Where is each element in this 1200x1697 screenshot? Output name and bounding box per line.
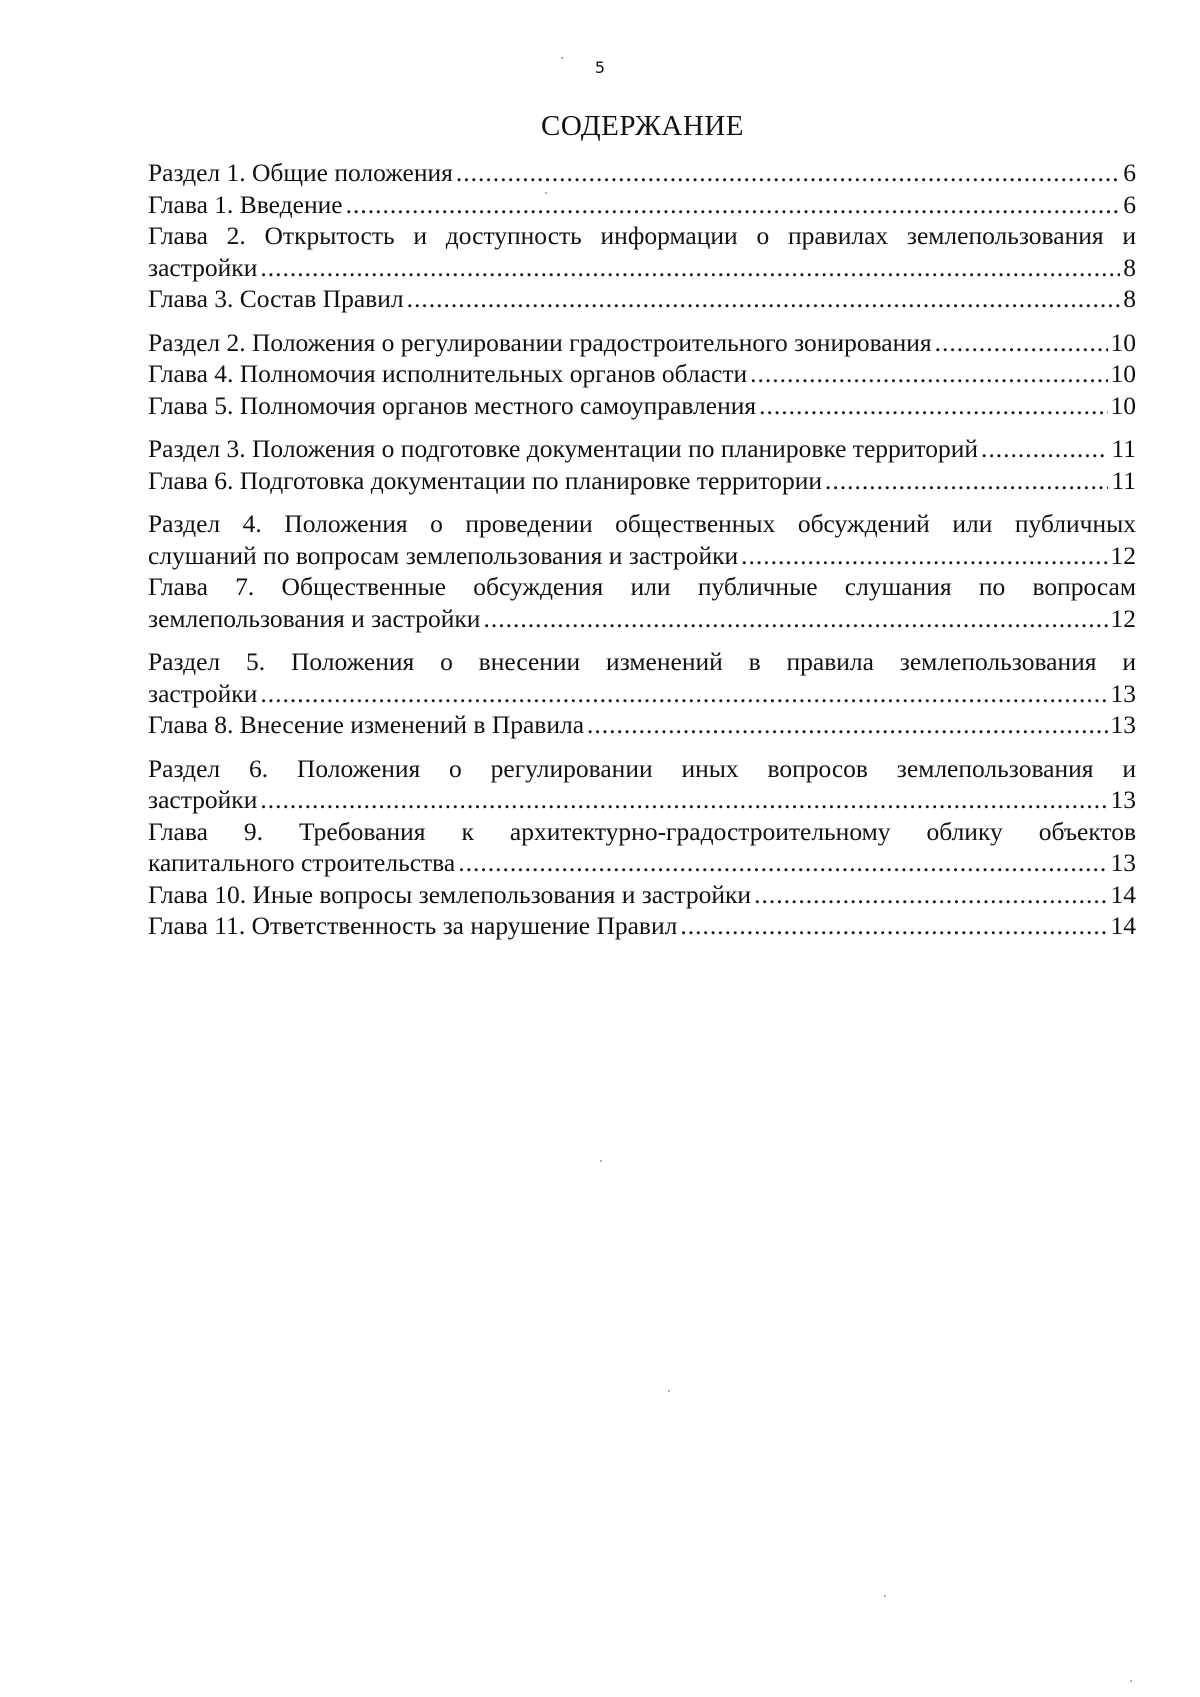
toc-entry[interactable] — [148, 390, 1136, 422]
toc-page-number: 10 — [1110, 327, 1136, 357]
toc-entry[interactable] — [148, 646, 1136, 709]
dot-leader — [935, 327, 1108, 359]
toc-entry-text: Раздел 5. Положения о внесении изменений в правила землепользования и — [148, 647, 1136, 676]
dot-leader — [754, 879, 1107, 911]
dot-leader — [483, 603, 1107, 635]
page-number: 5 — [594, 58, 606, 77]
toc-page-number: 8 — [1123, 252, 1136, 282]
table-of-contents — [148, 157, 1136, 942]
toc-entry-line — [148, 847, 1136, 879]
toc-entry-line — [148, 784, 1136, 816]
toc-page-number: 6 — [1123, 189, 1136, 219]
toc-entry-text: Глава 2. Открытость и доступность информации о правилах землепользования и — [148, 221, 1136, 250]
toc-entry-text: Глава 4. Полномочия исполнительных органов области — [148, 359, 748, 388]
toc-entry[interactable] — [148, 879, 1136, 911]
toc-entry[interactable] — [148, 327, 1136, 359]
toc-page-number: 10 — [1110, 390, 1136, 420]
toc-page-number: 6 — [1123, 158, 1136, 187]
scan-speck — [884, 1595, 886, 1597]
toc-entry-text: слушаний по вопросам землепользования и застройки — [148, 540, 739, 570]
toc-entry-line — [148, 390, 1136, 422]
toc-entry[interactable] — [148, 283, 1136, 315]
toc-entry[interactable] — [148, 157, 1136, 189]
scan-speck — [545, 192, 547, 194]
scan-speck — [668, 1390, 670, 1392]
scan-speck — [1130, 1680, 1132, 1682]
dot-leader — [458, 847, 1107, 879]
page-title: СОДЕРЖАНИЕ — [541, 110, 744, 142]
toc-entry-line — [148, 327, 1136, 359]
toc-entry-line — [148, 283, 1136, 315]
toc-entry-line — [148, 709, 1136, 741]
toc-entry-text: землепользования и застройки — [148, 603, 481, 633]
toc-entry-line — [148, 879, 1136, 911]
toc-entry-line — [148, 252, 1136, 284]
dot-leader — [750, 358, 1107, 390]
toc-entry[interactable] — [148, 189, 1136, 221]
toc-entry-text: Глава 11. Ответственность за нарушение Правил — [148, 911, 678, 940]
toc-entry-text: Раздел 3. Положения о подготовке документации по планировке территорий — [148, 434, 979, 463]
toc-group — [148, 433, 1136, 496]
toc-entry-line — [148, 678, 1136, 710]
dot-leader — [260, 784, 1107, 816]
toc-entry-text: Глава 3. Состав Правил — [148, 284, 404, 313]
dot-leader — [825, 465, 1108, 497]
toc-entry-line — [148, 540, 1136, 572]
toc-page-number: 13 — [1110, 678, 1136, 708]
toc-entry-line — [148, 358, 1136, 390]
toc-entry-text: капитального строительства — [148, 848, 456, 877]
toc-entry[interactable] — [148, 910, 1136, 942]
dot-leader — [260, 252, 1120, 284]
toc-group — [148, 157, 1136, 315]
toc-page-number: 13 — [1110, 848, 1136, 877]
toc-entry-text: Глава 8. Внесение изменений в Правила — [148, 710, 585, 739]
toc-entry-text: Глава 5. Полномочия органов местного самоуправления — [148, 390, 757, 420]
toc-entry[interactable] — [148, 433, 1136, 465]
toc-entry-line — [148, 465, 1136, 497]
dot-leader — [346, 189, 1121, 221]
toc-page-number: 14 — [1110, 911, 1136, 940]
toc-entry-text: Раздел 2. Положения о регулировании градостроительного зонирования — [148, 327, 932, 357]
toc-group — [148, 508, 1136, 634]
toc-entry-text: Раздел 1. Общие положения — [148, 158, 453, 187]
toc-entry-text: Раздел 4. Положения о проведении общественных обсуждений или публичных — [148, 509, 1136, 538]
dot-leader — [456, 157, 1120, 189]
dot-leader — [741, 540, 1107, 572]
toc-entry[interactable] — [148, 358, 1136, 390]
toc-entry[interactable] — [148, 816, 1136, 879]
toc-group — [148, 753, 1136, 942]
toc-entry[interactable] — [148, 220, 1136, 283]
dot-leader — [587, 709, 1107, 741]
dot-leader — [260, 678, 1107, 710]
toc-entry-line — [148, 157, 1136, 189]
toc-entry[interactable] — [148, 753, 1136, 816]
toc-entry-text: Глава 1. Введение — [148, 189, 343, 219]
toc-entry-text: застройки — [148, 678, 258, 708]
toc-entry[interactable] — [148, 709, 1136, 741]
scan-speck — [600, 1160, 602, 1162]
dot-leader — [407, 283, 1121, 315]
toc-entry-line — [148, 910, 1136, 942]
toc-page-number: 13 — [1110, 710, 1136, 739]
dot-leader — [981, 433, 1108, 465]
toc-entry-line — [148, 433, 1136, 465]
dot-leader — [680, 910, 1107, 942]
toc-page-number: 12 — [1110, 540, 1136, 570]
toc-entry-text: Глава 6. Подготовка документации по планировке территории — [148, 465, 823, 495]
toc-page-number: 14 — [1110, 879, 1136, 909]
toc-entry[interactable] — [148, 508, 1136, 571]
toc-entry-text: застройки — [148, 252, 258, 282]
toc-page-number: 8 — [1123, 284, 1136, 313]
toc-entry-line — [148, 189, 1136, 221]
toc-entry[interactable] — [148, 465, 1136, 497]
toc-page-number: 12 — [1110, 603, 1136, 633]
toc-group — [148, 327, 1136, 422]
toc-page-number: 10 — [1110, 359, 1136, 388]
toc-entry-text: Глава 7. Общественные обсуждения или публичные слушания по вопросам — [148, 572, 1136, 601]
toc-entry-line — [148, 603, 1136, 635]
toc-page-number: 11 — [1111, 434, 1136, 463]
toc-page-number: 11 — [1111, 465, 1136, 495]
toc-entry[interactable] — [148, 571, 1136, 634]
toc-page-number: 13 — [1110, 785, 1136, 814]
scan-speck — [561, 57, 563, 59]
toc-group — [148, 646, 1136, 741]
dot-leader — [759, 390, 1107, 422]
toc-entry-text: Глава 9. Требования к архитектурно-градостроительному облику объектов — [148, 816, 1136, 846]
toc-entry-text: Раздел 6. Положения о регулировании иных вопросов землепользования и — [148, 753, 1136, 783]
toc-entry-text: застройки — [148, 785, 258, 814]
toc-entry-text: Глава 10. Иные вопросы землепользования и застройки — [148, 879, 752, 909]
